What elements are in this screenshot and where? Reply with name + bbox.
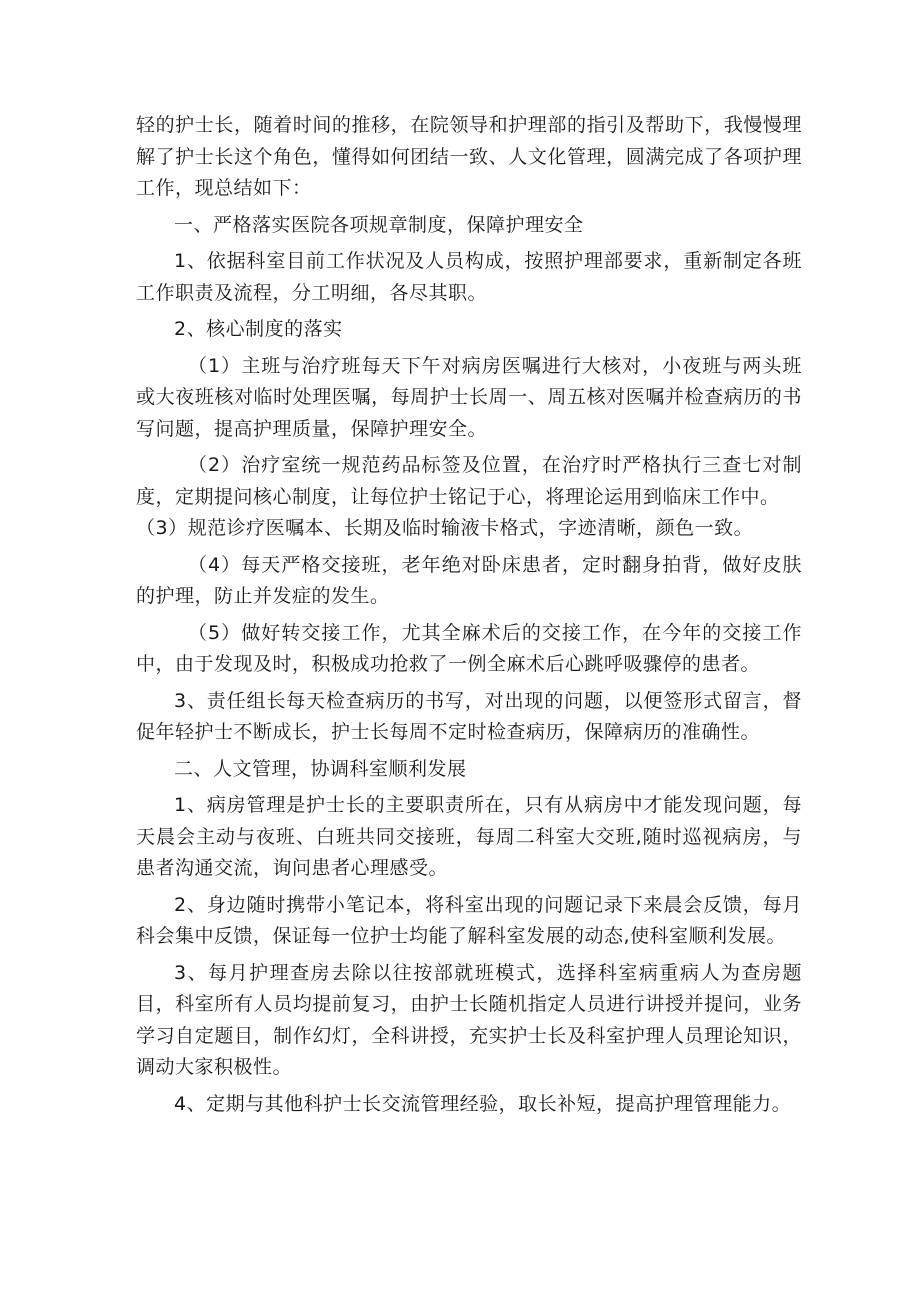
paragraph-subitem-3: （3）规范诊疗医嘱本、长期及临时输液卡格式，字迹清晰，颜色一致。 bbox=[136, 517, 754, 539]
paragraph-subitem-1: （1）主班与治疗班每天下午对病房医嘱进行大核对，小夜班与两头班或大夜班核对临时处理医嘱，每周护士长周一、周五核对医嘱并检查病历的书写问题，提高护理质量，保障护理安全。 bbox=[136, 354, 802, 440]
paragraph-item-1: 1、依据科室目前工作状况及人员构成，按照护理部要求，重新制定各班工作职责及流程，分工明细，各尽其职。 bbox=[136, 250, 802, 304]
document-page bbox=[136, 110, 802, 1120]
section-heading-2: 二、人文管理，协调科室顺利发展 bbox=[174, 757, 467, 780]
section-heading-1: 一、严格落实医院各项规章制度，保障护理安全 bbox=[174, 213, 584, 236]
paragraph-subitem-2: （2）治疗室统一规范药品标签及位置，在治疗时严格执行三查七对制度，定期提问核心制度，让每位护士铭记于心，将理论运用到临床工作中。 bbox=[136, 454, 802, 508]
paragraph-intro: 轻的护士长，随着时间的推移，在院领导和护理部的指引及帮助下，我慢慢理解了护士长这个角色，懂得如何团结一致、人文化管理，圆满完成了各项护理工作，现总结如下： bbox=[136, 114, 802, 199]
paragraph-item-5: 2、身边随时携带小笔记本，将科室出现的问题记录下来晨会反馈，每月科会集中反馈，保证每一位护士均能了解科室发展的动态,使科室顺利发展。 bbox=[136, 893, 802, 947]
paragraph-item-3: 3、责任组长每天检查病历的书写，对出现的问题，以便签形式留言，督促年轻护士不断成长，护士长每周不定时检查病历，保障病历的准确性。 bbox=[136, 689, 802, 743]
paragraph-subitem-5: （5）做好转交接工作，尤其全麻术后的交接工作，在今年的交接工作中，由于发现及时，积极成功抢救了一例全麻术后心跳呼吸骤停的患者。 bbox=[136, 621, 802, 675]
paragraph-subitem-4: （4）每天严格交接班，老年绝对卧床患者，定时翻身拍背，做好皮肤的护理，防止并发症的发生。 bbox=[136, 553, 802, 607]
paragraph-item-7: 4、定期与其他科护士长交流管理经验，取长补短，提高护理管理能力。 bbox=[174, 1092, 792, 1115]
paragraph-item-2: 2、核心制度的落实 bbox=[174, 318, 343, 340]
paragraph-item-6: 3、每月护理查房去除以往按部就班模式，选择科室病重病人为查房题目，科室所有人员均提前复习，由护士长随机指定人员进行讲授并提问，业务学习自定题目，制作幻灯，全科讲授，充实护士长及科室护理人员理论知识，调动大家积极性。 bbox=[136, 961, 802, 1078]
paragraph-item-4: 1、病房管理是护士长的主要职责所在，只有从病房中才能发现问题，每天晨会主动与夜班、白班共同交接班，每周二科室大交班,随时巡视病房，与患者沟通交流，询问患者心理感受。 bbox=[136, 794, 802, 879]
